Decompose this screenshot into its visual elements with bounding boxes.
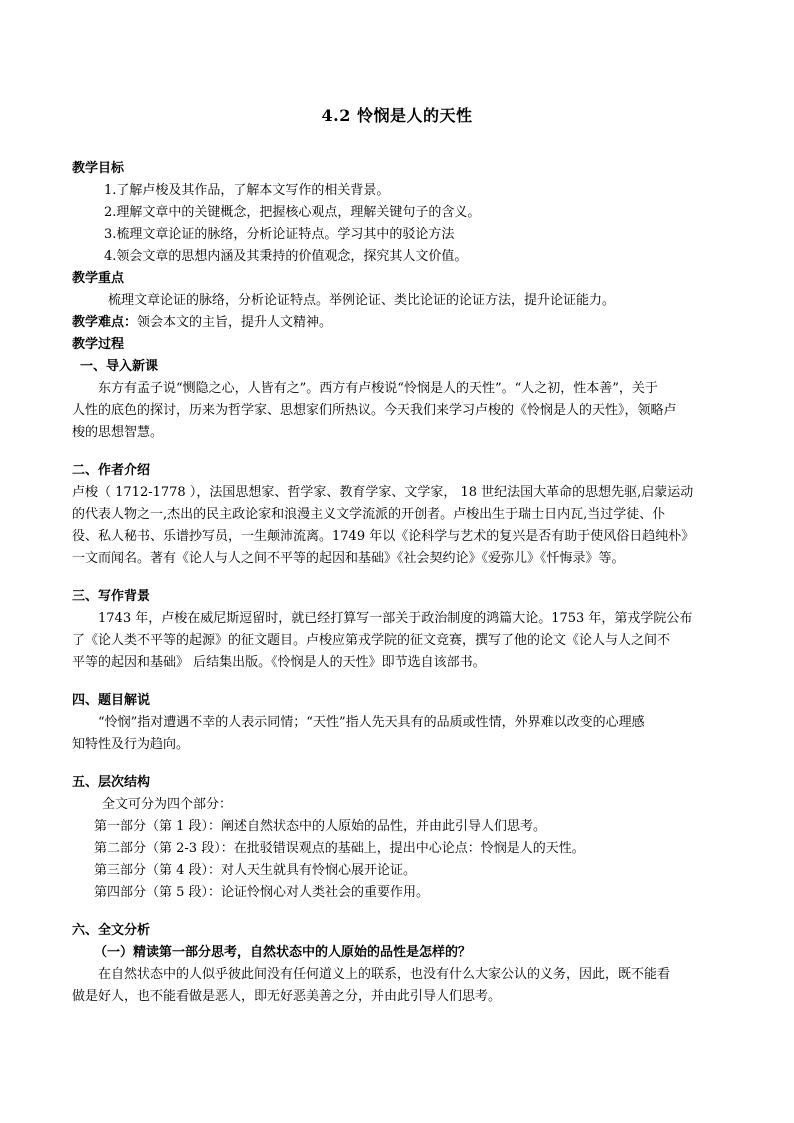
- section-2-line-3: 役、私人秘书、乐谱抄写员，一生颠沛流离。1749 年以《论科学与艺术的复兴是否有助于使风俗日趋纯朴》: [72, 529, 695, 544]
- spacer: [72, 756, 722, 772]
- section-4-heading: 四、题目解说: [72, 693, 151, 708]
- section-2-heading: 二、作者介绍: [72, 463, 151, 478]
- section-2-line-4: 一文而闻名。著有《论人与人之间不平等的起因和基础》《社会契约论》《爱弥儿》《忏悔录》等。: [72, 551, 625, 566]
- difficulty-line: [72, 312, 722, 334]
- section-1-line-3: 梭的思想智慧。: [72, 425, 164, 440]
- section-4-line-2: 知特性及行为趋向。: [72, 737, 190, 752]
- section-5-part-4: 第四部分（第 5 段）：论证怜悯心对人类社会的重要作用。: [94, 885, 430, 900]
- focus-text: 梳理文章论证的脉络，分析论证特点。举例论证、类比论证的论证方法，提升论证能力。: [108, 293, 616, 308]
- process-heading: 教学过程: [72, 337, 125, 352]
- section-2-line-1: 卢梭（ 1712-1778 ），法国思想家、哲学家、教育学家、文学家， 18 世纪法国大革命的思想先驱,启蒙运动: [72, 485, 694, 500]
- goal-item-2: 2.理解文章中的关键概念，把握核心观点，理解关键句子的含义。: [104, 205, 481, 220]
- section-6-line-2: 做是好人，也不能看做是恶人，即无好恶美善之分，并由此引导人们思考。: [72, 989, 502, 1004]
- section-1-heading: 一、导入新课: [80, 359, 159, 374]
- section-3-line-3: 平等的起因和基础》 后结集出版。《怜悯是人的天性》即节选自该部书。: [72, 655, 486, 670]
- section-5-part-2: 第二部分（第 2-3 段）：在批驳错误观点的基础上，提出中心论点：怜悯是人的天性。: [94, 841, 585, 856]
- goal-item-1: 1.了解卢梭及其作品，了解本文写作的相关背景。: [104, 183, 390, 198]
- section-6-line-1: 在自然状态中的人似乎彼此间没有任何道义上的联系，也没有什么大家公认的义务，因此，既不能看: [98, 967, 671, 982]
- section-5-intro: 全文可分为四个部分：: [102, 797, 233, 812]
- document-title: 4.2 怜悯是人的天性: [321, 106, 473, 125]
- section-5-heading: 五、层次结构: [72, 775, 151, 790]
- section-3-line-1: 1743 年，卢梭在威尼斯逗留时，就已经打算写一部关于政治制度的鸿篇大论。1753 年，第戎学院公布: [98, 611, 693, 626]
- spacer: [72, 904, 722, 920]
- section-1-line-1: 东方有孟子说“恻隐之心，人皆有之”。西方有卢梭说“怜悯是人的天性”。“人之初，性本善”，关于: [98, 381, 658, 396]
- spacer: [72, 444, 722, 460]
- section-6-subheading: （一）精读第一部分思考，自然状态中的人原始的品性是怎样的？: [94, 945, 472, 960]
- section-2-line-2: 的代表人物之一,杰出的民主政论家和浪漫主义文学流派的开创者。卢梭出生于瑞士日内瓦,当过学徒、仆: [72, 507, 666, 522]
- difficulty-heading: 教学难点：: [72, 315, 138, 330]
- section-5-part-3: 第三部分（第 4 段）：对人天生就具有怜悯心展开论证。: [94, 863, 417, 878]
- document-page: [72, 0, 722, 1123]
- section-3-line-2: 了《论人类不平等的起源》的征文题目。卢梭应第戎学院的征文竞赛，撰写了他的论文《论人与人之间不: [72, 633, 671, 648]
- spacer: [72, 674, 722, 690]
- section-4-line-1: “怜悯”指对遭遇不幸的人表示同情；“天性”指人先天具有的品质或性情，外界难以改变的心理感: [98, 715, 645, 730]
- section-1-line-2: 人性的底色的探讨，历来为哲学家、思想家们所热议。今天我们来学习卢梭的《怜悯是人的天性》，领略卢: [72, 403, 677, 418]
- focus-heading: 教学重点: [72, 271, 125, 286]
- goal-item-3: 3.梳理文章论证的脉络，分析论证特点。学习其中的驳论方法: [104, 227, 455, 242]
- difficulty-text: 领会本文的主旨，提升人文精神。: [137, 315, 333, 330]
- section-3-heading: 三、写作背景: [72, 589, 151, 604]
- document-body: [72, 158, 722, 1008]
- section-5-part-1: 第一部分（第 1 段）：阐述自然状态中的人原始的品性，并由此引导人们思考。: [94, 819, 547, 834]
- spacer: [72, 570, 722, 586]
- section-6-heading: 六、全文分析: [72, 923, 151, 938]
- goals-heading: 教学目标: [72, 161, 125, 176]
- goal-item-4: 4.领会文章的思想内涵及其秉持的价值观念，探究其人文价值。: [104, 249, 468, 264]
